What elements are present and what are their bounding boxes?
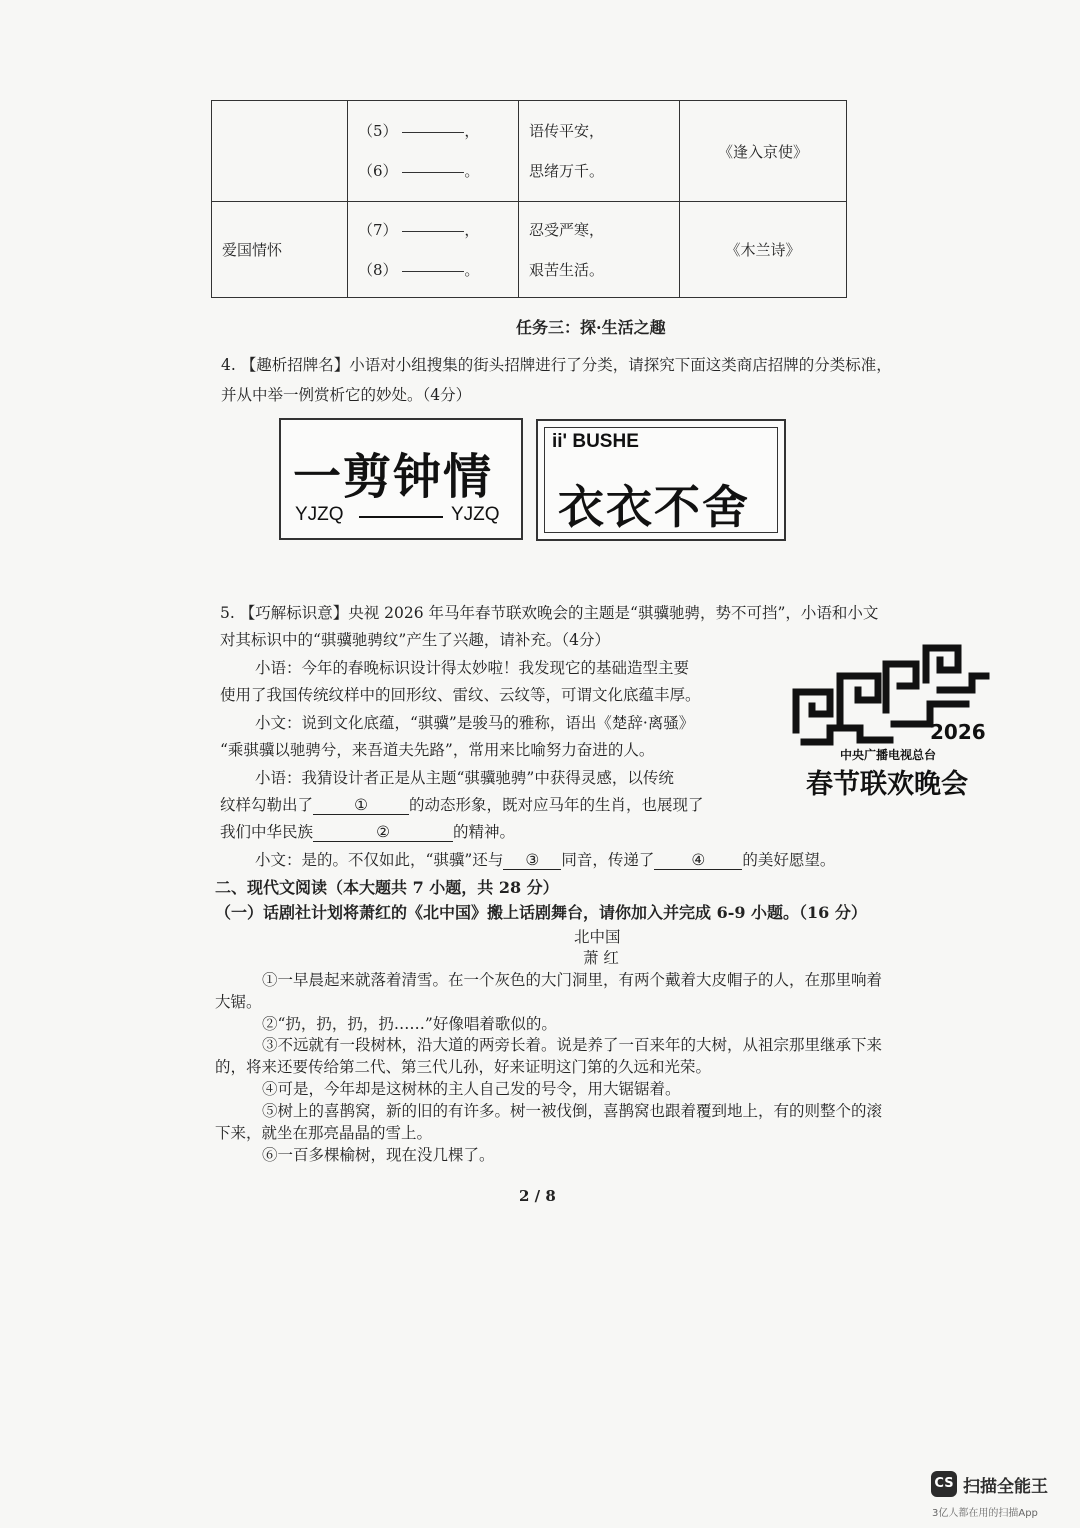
q5-line: 5. 【巧解标识意】央视 2026 年马年春节联欢晚会的主题是“骐骥驰骋，势不可挡”，小语和小文 — [220, 604, 879, 622]
hint-text: 忍受严寒， — [529, 220, 605, 239]
blank-number: （7） — [358, 220, 398, 239]
hint-text: 语传平安， — [529, 122, 605, 140]
dialogue-line — [220, 820, 515, 842]
text-fragment: 的动态形象，既对应马年的生肖，也展现了 — [409, 796, 704, 814]
section-title: 二、现代文阅读（本大题共 7 小题，共 28 分） — [215, 878, 559, 897]
text-fragment: 我们中华民族 — [220, 823, 314, 841]
hint-text: 艰苦生活。 — [529, 260, 605, 279]
text-fragment: 的美好愿望。 — [742, 851, 836, 869]
punctuation: 。 — [464, 260, 480, 279]
text-fragment: 同音，传递了 — [561, 851, 655, 869]
blank-number: （8） — [358, 260, 398, 279]
dialogue-line — [220, 793, 704, 815]
article-paragraph: ③不远就有一段树林，沿大道的两旁长着。说是养了一百来年的大树，从祖宗那里继承下来 — [262, 1036, 883, 1054]
text-fragment: 纹样勾勒出了 — [220, 796, 314, 814]
answer-blank-3[interactable]: ③ — [503, 851, 561, 870]
answer-blank[interactable] — [402, 171, 464, 173]
table-hint-cell — [519, 101, 680, 202]
table-row — [212, 202, 847, 298]
answer-blank[interactable] — [402, 270, 464, 272]
table-blank-cell — [348, 101, 519, 202]
answer-blank-1[interactable]: ① — [313, 796, 409, 815]
logo-org: 中央广播电视总台 — [840, 748, 937, 762]
sign-title: 一剪钟情 — [293, 449, 494, 505]
shop-sign-yijianzhongqing — [279, 418, 523, 540]
table-blank-cell — [348, 202, 519, 298]
table-hint-cell — [519, 202, 680, 298]
q4-line: 并从中举一例赏析它的妙处。（4分） — [221, 386, 472, 404]
blank-number: （5） — [358, 122, 398, 140]
dialogue-line: 小语：今年的春晚标识设计得太妙啦！我发现它的基础造型主要 — [255, 659, 690, 677]
article-title: 北中国 — [574, 928, 621, 946]
sign-pinyin-left: YJZQ — [295, 504, 344, 525]
watermark-tagline: 3亿人都在用的扫描App — [932, 1508, 1038, 1519]
sign-pinyin-right: YJZQ — [451, 504, 500, 525]
shop-sign-yiyibushe — [536, 419, 786, 541]
answer-blank[interactable] — [402, 131, 464, 133]
dialogue-line: “乘骐骥以驰骋兮，来吾道夫先路”，常用来比喻努力奋进的人。 — [220, 741, 655, 759]
watermark-name: 扫描全能王 — [963, 1477, 1048, 1497]
table-category-cell: 爱国情怀 — [212, 202, 348, 298]
text-fragment: 小文：是的。不仅如此，“骐骥”还与 — [255, 851, 504, 869]
punctuation: ， — [464, 122, 480, 140]
punctuation: ， — [464, 220, 480, 239]
gala-logo — [790, 640, 990, 800]
article-paragraph: 的，将来还要传给第二代、第三代儿孙，好来证明这门第的久远和光荣。 — [215, 1058, 712, 1076]
q4-line: 4. 【趣析招牌名】小语对小组搜集的街头招牌进行了分类，请探究下面这类商店招牌的分类标准， — [221, 356, 892, 374]
dialogue-line — [255, 848, 835, 870]
table-category-cell — [212, 101, 348, 202]
sign-dash — [359, 516, 443, 518]
sign-top-text: ii' BUSHE — [552, 431, 639, 452]
answer-blank-4[interactable]: ④ — [654, 851, 742, 870]
text-fragment: 的精神。 — [453, 823, 516, 841]
hint-text: 思绪万千。 — [529, 162, 605, 180]
table-source-cell: 《木兰诗》 — [680, 202, 847, 298]
camscanner-logo-icon: CS — [931, 1471, 957, 1497]
article-paragraph: ①一早晨起来就落着清雪。在一个灰色的大门洞里，有两个戴着大皮帽子的人，在那里响着 — [262, 971, 883, 989]
answer-blank[interactable] — [402, 230, 464, 232]
table-row — [212, 101, 847, 202]
logo-year: 2026 — [930, 720, 986, 744]
logo-name: 春节联欢晚会 — [806, 769, 968, 800]
dialogue-line: 小语：我猜设计者正是从主题“骐骥驰骋”中获得灵感，以传统 — [255, 769, 674, 787]
q5-line: 对其标识中的“骐骥驰骋纹”产生了兴趣，请补充。（4分） — [220, 631, 610, 649]
article-author: 萧 红 — [583, 949, 619, 967]
answer-blank-2[interactable]: ② — [313, 823, 453, 842]
poem-table — [211, 100, 847, 298]
dialogue-line: 小文：说到文化底蕴，“骐骥”是骏马的雅称，语出《楚辞·离骚》 — [255, 714, 695, 732]
task-title: 任务三：探·生活之趣 — [516, 318, 666, 337]
section-subtitle: （一）话剧社计划将萧红的《北中国》搬上话剧舞台，请你加入并完成 6-9 小题。（16 分） — [215, 903, 867, 922]
article-paragraph: ②“扔，扔，扔，扔……”好像唱着歌似的。 — [262, 1015, 557, 1033]
article-paragraph: 大锯。 — [215, 993, 262, 1011]
page-number: 2 / 8 — [519, 1187, 556, 1205]
dialogue-line: 使用了我国传统纹样中的回形纹、雷纹、云纹等，可谓文化底蕴丰厚。 — [220, 686, 701, 704]
sign-title: 衣衣不舍 — [558, 480, 750, 534]
article-paragraph: 下来，就坐在那亮晶晶的雪上。 — [215, 1124, 433, 1142]
article-paragraph: ⑥一百多棵榆树，现在没几棵了。 — [262, 1146, 495, 1164]
punctuation: 。 — [464, 162, 480, 180]
blank-number: （6） — [358, 162, 398, 180]
article-paragraph: ④可是，今年却是这树林的主人自己发的号令，用大锯锯着。 — [262, 1080, 681, 1098]
table-source-cell: 《逢入京使》 — [680, 101, 847, 202]
article-paragraph: ⑤树上的喜鹊窝，新的旧的有许多。树一被伐倒，喜鹊窝也跟着覆到地上，有的则整个的滚 — [262, 1102, 883, 1120]
